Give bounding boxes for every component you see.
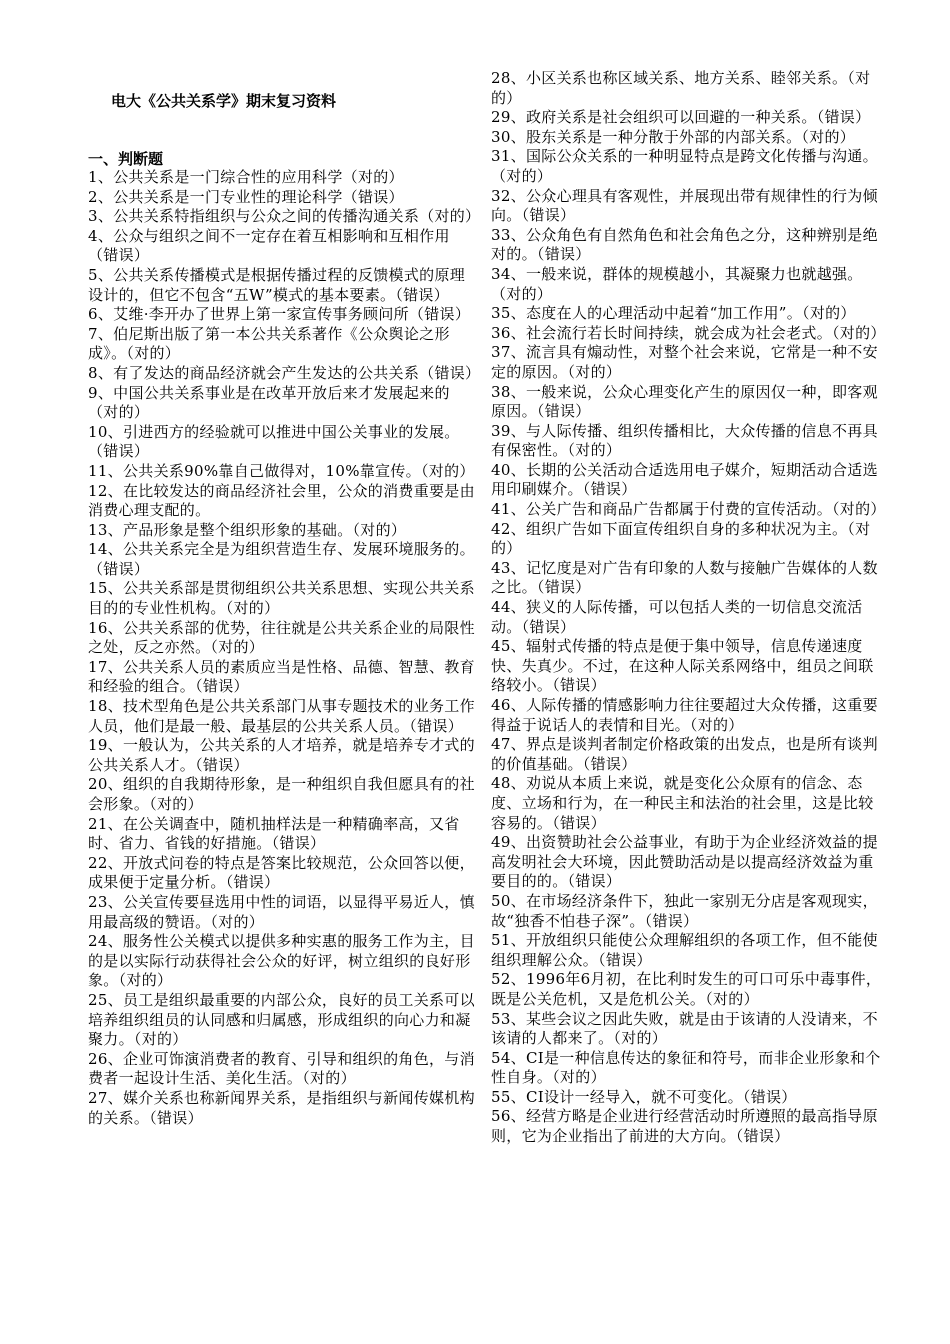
question-item: 25、员工是组织最重要的内部公众，良好的员工关系可以培养组织组员的认同感和归属感，形成组织的向心力和凝聚力。（对的） — [88, 990, 475, 1049]
question-item: 36、社会流行若长时间持续，就会成为社会老式。（对的） — [491, 323, 886, 342]
question-item: 40、长期的公关活动合适选用电子媒介，短期活动合适选用印刷媒介。（错误） — [491, 460, 878, 499]
question-item: 11、公共关系90%靠自己做得对，10%靠宣传。（对的） — [88, 461, 475, 480]
question-item: 32、公众心理具有客观性，并展现出带有规律性的行为倾向。（错误） — [491, 186, 878, 225]
question-item: 1、公共关系是一门综合性的应用科学（对的） — [88, 168, 404, 186]
question-item: 35、态度在人的心理活动中起着“加工作用”。（对的） — [491, 304, 856, 323]
question-item: 24、服务性公关模式以提供多种实惠的服务工作为主，目的是以实际行动获得社会公众的好评，树立组织的良好形象。（对的） — [88, 932, 475, 990]
question-item: 7、伯尼斯出版了第一本公共关系著作《公众舆论之形成》。（对的） — [88, 324, 450, 363]
question-item: 52、1996年6月初，在比利时发生的可口可乐中毒事件，既是公关危机，又是危机公关。（对的） — [491, 970, 882, 1008]
question-item: 14、公共关系完全是为组织营造生存、发展环境服务的。（错误） — [88, 540, 475, 578]
question-item: 34、一般来说，群体的规模越小，其凝聚力也就越强。（对的） — [491, 264, 863, 303]
question-item: 37、流言具有煽动性，对整个社会来说，它常是一种不安定的原因。（对的） — [491, 343, 878, 381]
question-item: 43、记忆度是对广告有印象的人数与接触广告媒体的人数之比。（错误） — [491, 558, 878, 597]
question-item: 55、CI设计一经导入，就不可变化。（错误） — [491, 1087, 797, 1106]
question-item: 47、界点是谈判者制定价格政策的出发点，也是所有谈判的价值基础。（错误） — [491, 735, 878, 773]
question-item: 12、在比较发达的商品经济社会里，公众的消费重要是由消费心理支配的。 — [88, 481, 475, 520]
question-item: 53、某些会议之因此失败，就是由于该请的人没请来，不该请的人都来了。（对的） — [491, 1009, 878, 1048]
question-item: 27、媒介关系也称新闻界关系，是指组织与新闻传媒机构的关系。（错误） — [88, 1088, 475, 1127]
question-item: 21、在公关调查中，随机抽样法是一种精确率高，又省时、省力、省钱的好措施。（错误） — [88, 814, 460, 853]
question-item: 38、一般来说，公众心理变化产生的原因仅一种，即客观原因。（错误） — [491, 382, 878, 421]
question-item: 30、股东关系是一种分散于外部的内部关系。（对的） — [491, 127, 856, 146]
question-item: 2、公共关系是一门专业性的理论科学（错误） — [88, 187, 404, 206]
question-item: 33、公众角色有自然角色和社会角色之分，这种辨别是绝对的。（错误） — [491, 225, 878, 264]
question-item: 54、CI是一种信息传达的象征和符号，而非企业形象和个性自身。（对的） — [491, 1048, 881, 1087]
question-item: 26、企业可饰演消费者的教育、引导和组织的角色，与消费者一起设计生活、美化生活。（对的） — [88, 1049, 475, 1088]
question-item: 41、公关广告和商品广告都属于付费的宣传活动。（对的） — [491, 500, 886, 519]
question-item: 10、引进西方的经验就可以推进中国公关事业的发展。（错误） — [88, 422, 460, 461]
question-item: 29、政府关系是社会组织可以回避的一种关系。（错误） — [491, 108, 871, 127]
question-item: 50、在市场经济条件下，独此一家别无分店是客观现实，故“独香不怕巷子深”。（错误） — [491, 891, 878, 930]
question-item: 45、辐射式传播的特点是便于集中领导，信息传递速度快、失真少。不过，在这种人际关系网络中，组员之间联络较小。（错误） — [491, 637, 874, 695]
question-item: 46、人际传播的情感影响力往往要超过大众传播，这重要得益于说话人的表情和目光。（对的） — [491, 696, 878, 734]
page-title: 电大《公共关系学》期末复习资料 — [111, 92, 337, 110]
question-item: 13、产品形象是整个组织形象的基础。（对的） — [88, 520, 407, 539]
question-item: 4、公众与组织之间不一定存在着互相影响和互相作用（错误） — [88, 226, 450, 265]
question-item: 20、组织的自我期待形象，是一种组织自我但愿具有的社会形象。（对的） — [88, 775, 475, 813]
question-item: 48、劝说从本质上来说，就是变化公众原有的信念、态度、立场和行为，在一种民主和法治的社会里，这是比较容易的。（错误） — [491, 774, 874, 832]
question-item: 9、中国公共关系事业是在改革开放后来才发展起来的（对的） — [88, 383, 450, 422]
question-item: 15、公共关系部是贯彻组织公共关系思想、实现公共关系目的的专业性机构。（对的） — [88, 579, 475, 618]
question-item: 51、开放组织只能使公众理解组织的各项工作，但不能使组织理解公众。（错误） — [491, 931, 878, 969]
question-item: 49、出资赞助社会公益事业，有助于为企业经济效益的提高发明社会大环境，因此赞助活动是以提高经济效益为重要目的的。（错误） — [491, 833, 878, 891]
question-item: 31、国际公众关系的一种明显特点是跨文化传播与沟通。（对的） — [491, 147, 878, 185]
left-column — [88, 168, 481, 1128]
question-item: 19、一般认为，公共关系的人才培养，就是培养专才式的公共关系人才。（错误） — [88, 736, 475, 774]
question-item: 42、组织广告如下面宣传组织自身的多种状况为主。（对的） — [491, 519, 871, 558]
question-item: 18、技术型角色是公共关系部门从事专题技术的业务工作人员，他们是最一般、最基层的公共关系人员。（错误） — [88, 697, 475, 735]
right-column — [491, 69, 886, 1147]
question-item: 39、与人际传播、组织传播相比，大众传播的信息不再具有保密性。（对的） — [491, 421, 878, 460]
question-item: 44、狭义的人际传播，可以包括人类的一切信息交流活动。（错误） — [491, 598, 863, 636]
question-item: 6、艾维·李开办了世界上第一家宣传事务顾问所（错误） — [88, 305, 471, 324]
question-item: 17、公共关系人员的素质应当是性格、品德、智慧、教育和经验的组合。（错误） — [88, 657, 475, 696]
question-item: 8、有了发达的商品经济就会产生发达的公共关系（错误） — [88, 363, 481, 382]
question-item: 3、公共关系特指组织与公众之间的传播沟通关系（对的） — [88, 207, 481, 226]
question-item: 22、开放式问卷的特点是答案比较规范，公众回答以便，成果便于定量分析。（错误） — [88, 853, 475, 892]
question-item: 28、小区关系也称区域关系、地方关系、睦邻关系。（对的） — [491, 69, 871, 107]
question-item: 5、公共关系传播模式是根据传播过程的反馈模式的原理设计的，但它不包含“五W”模式的基本要素。（错误） — [88, 265, 466, 304]
section-heading: 一、判断题 — [88, 150, 164, 168]
question-item: 56、经营方略是企业进行经营活动时所遵照的最高指导原则，它为企业指出了前进的大方向。（错误） — [491, 1107, 878, 1146]
question-item: 23、公关宣传要昼选用中性的词语，以显得平易近人，慎用最高级的赞语。（对的） — [88, 892, 475, 931]
question-item: 16、公共关系部的优势，往往就是公共关系企业的局限性之处，反之亦然。（对的） — [88, 618, 475, 657]
